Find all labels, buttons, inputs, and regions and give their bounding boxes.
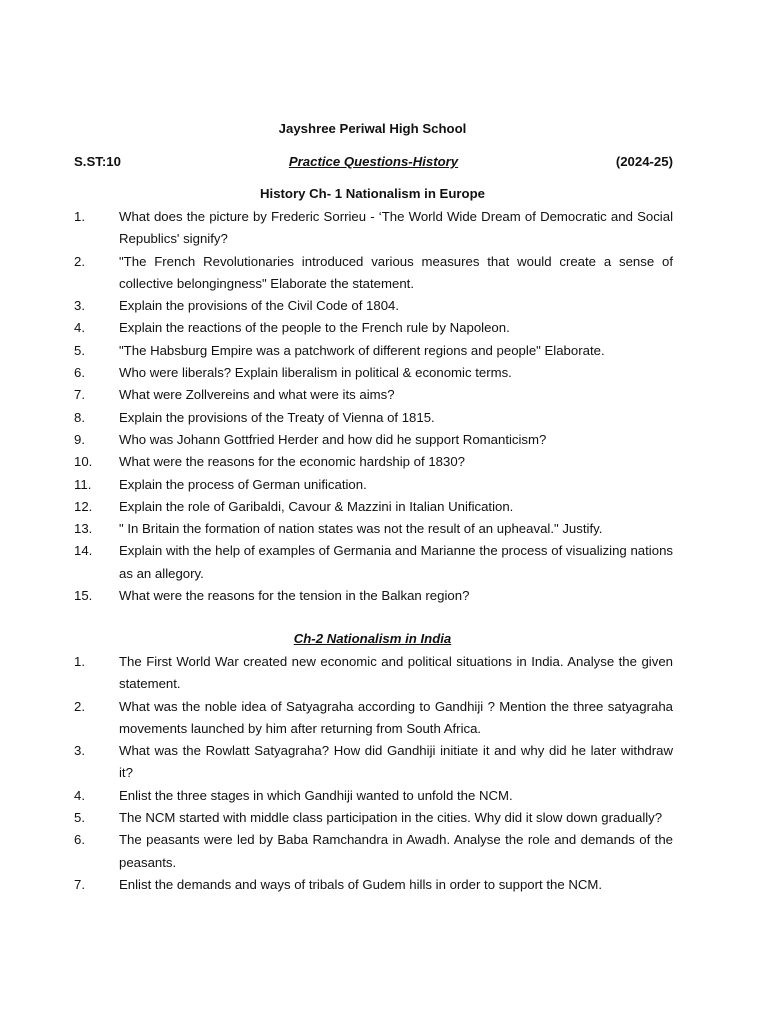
question-text: " In Britain the formation of nation states was not the result of an upheaval." Justify.	[119, 521, 603, 537]
section-heading-ch1: History Ch- 1 Nationalism in Europe	[260, 186, 485, 201]
question-item	[74, 474, 673, 496]
question-number: 8.	[74, 409, 85, 425]
question-item	[74, 384, 673, 406]
question-item	[74, 874, 673, 896]
question-item	[74, 696, 673, 741]
question-text: Enlist the three stages in which Gandhiji wanted to unfold the NCM.	[119, 787, 513, 803]
question-number: 7.	[74, 876, 85, 892]
question-item	[74, 429, 673, 451]
question-number: 7.	[74, 387, 85, 403]
question-number: 3.	[74, 298, 85, 314]
section-heading-ch2: Ch-2 Nationalism in India	[293, 631, 452, 646]
question-number: 14.	[74, 543, 93, 559]
question-item	[74, 451, 673, 473]
question-text: Who was Johann Gottfried Herder and how did he support Romanticism?	[119, 431, 547, 447]
question-number: 12.	[74, 498, 93, 514]
question-text: What were the reasons for the economic hardship of 1830?	[119, 454, 466, 470]
session-year: (2024-25)	[615, 154, 673, 169]
question-item	[74, 540, 673, 585]
question-text: What was the noble idea of Satyagraha according to Gandhiji ? Mention the three satyagraha movements launched by him after returning from South Africa.	[119, 698, 673, 736]
question-text: Explain the provisions of the Treaty of Vienna of 1815.	[119, 409, 435, 425]
question-text: The First World War created new economic and political situations in India. Analyse the given statement.	[119, 654, 673, 692]
subject-code: S.ST:10	[74, 154, 121, 169]
question-text: What was the Rowlatt Satyagraha? How did Gandhiji initiate it and why did he later withdraw it?	[119, 743, 673, 781]
question-number: 4.	[74, 787, 85, 803]
question-number: 5.	[74, 810, 85, 826]
question-text: Enlist the demands and ways of tribals of Gudem hills in order to support the NCM.	[119, 876, 603, 892]
question-list-ch1	[74, 206, 673, 607]
question-text: Explain the process of German unification.	[119, 476, 367, 492]
question-text: Who were liberals? Explain liberalism in political & economic terms.	[119, 365, 512, 381]
question-number: 5.	[74, 342, 85, 358]
question-item	[74, 295, 673, 317]
question-text: Explain the provisions of the Civil Code of 1804.	[119, 298, 400, 314]
question-number: 2.	[74, 698, 85, 714]
question-item	[74, 651, 673, 696]
question-number: 4.	[74, 320, 85, 336]
school-name: Jayshree Periwal High School	[278, 121, 467, 136]
question-text: What does the picture by Frederic Sorrieu - ‘The World Wide Dream of Democratic and Social Republics' signify?	[119, 209, 673, 247]
question-text: What were the reasons for the tension in the Balkan region?	[119, 588, 470, 604]
question-text: "The Habsburg Empire was a patchwork of different regions and people" Elaborate.	[119, 342, 605, 358]
question-number: 3.	[74, 743, 85, 759]
question-text: Explain the reactions of the people to the French rule by Napoleon.	[119, 320, 510, 336]
question-text: The peasants were led by Baba Ramchandra in Awadh. Analyse the role and demands of the peasants.	[119, 832, 673, 870]
question-text: "The French Revolutionaries introduced various measures that would create a sense of collective belongingness" Elaborate the statement.	[119, 253, 673, 291]
question-number: 6.	[74, 832, 85, 848]
question-item	[74, 206, 673, 251]
question-number: 6.	[74, 365, 85, 381]
question-item	[74, 496, 673, 518]
question-item	[74, 317, 673, 339]
question-number: 2.	[74, 253, 85, 269]
question-text: The NCM started with middle class participation in the cities. Why did it slow down gradually?	[119, 810, 663, 826]
question-item	[74, 585, 673, 607]
question-item	[74, 829, 673, 874]
question-number: 1.	[74, 654, 85, 669]
question-item	[74, 518, 673, 540]
question-number: 11.	[74, 476, 92, 492]
question-number: 15.	[74, 588, 93, 604]
question-text: Explain with the help of examples of Germania and Marianne the process of visualizing nations as an allegory.	[119, 543, 673, 581]
question-number: 1.	[74, 209, 85, 224]
question-item	[74, 807, 673, 829]
question-number: 9.	[74, 431, 85, 447]
question-text: Explain the role of Garibaldi, Cavour & Mazzini in Italian Unification.	[119, 498, 514, 514]
question-item	[74, 785, 673, 807]
document-title: Practice Questions-History	[288, 154, 459, 169]
question-item	[74, 340, 673, 362]
question-number: 10.	[74, 454, 93, 470]
question-item	[74, 362, 673, 384]
question-item	[74, 251, 673, 296]
question-item	[74, 740, 673, 785]
document-meta-row	[74, 154, 673, 172]
question-list-ch2	[74, 651, 673, 896]
question-item	[74, 407, 673, 429]
question-number: 13.	[74, 521, 93, 537]
question-text: What were Zollvereins and what were its aims?	[119, 387, 395, 403]
